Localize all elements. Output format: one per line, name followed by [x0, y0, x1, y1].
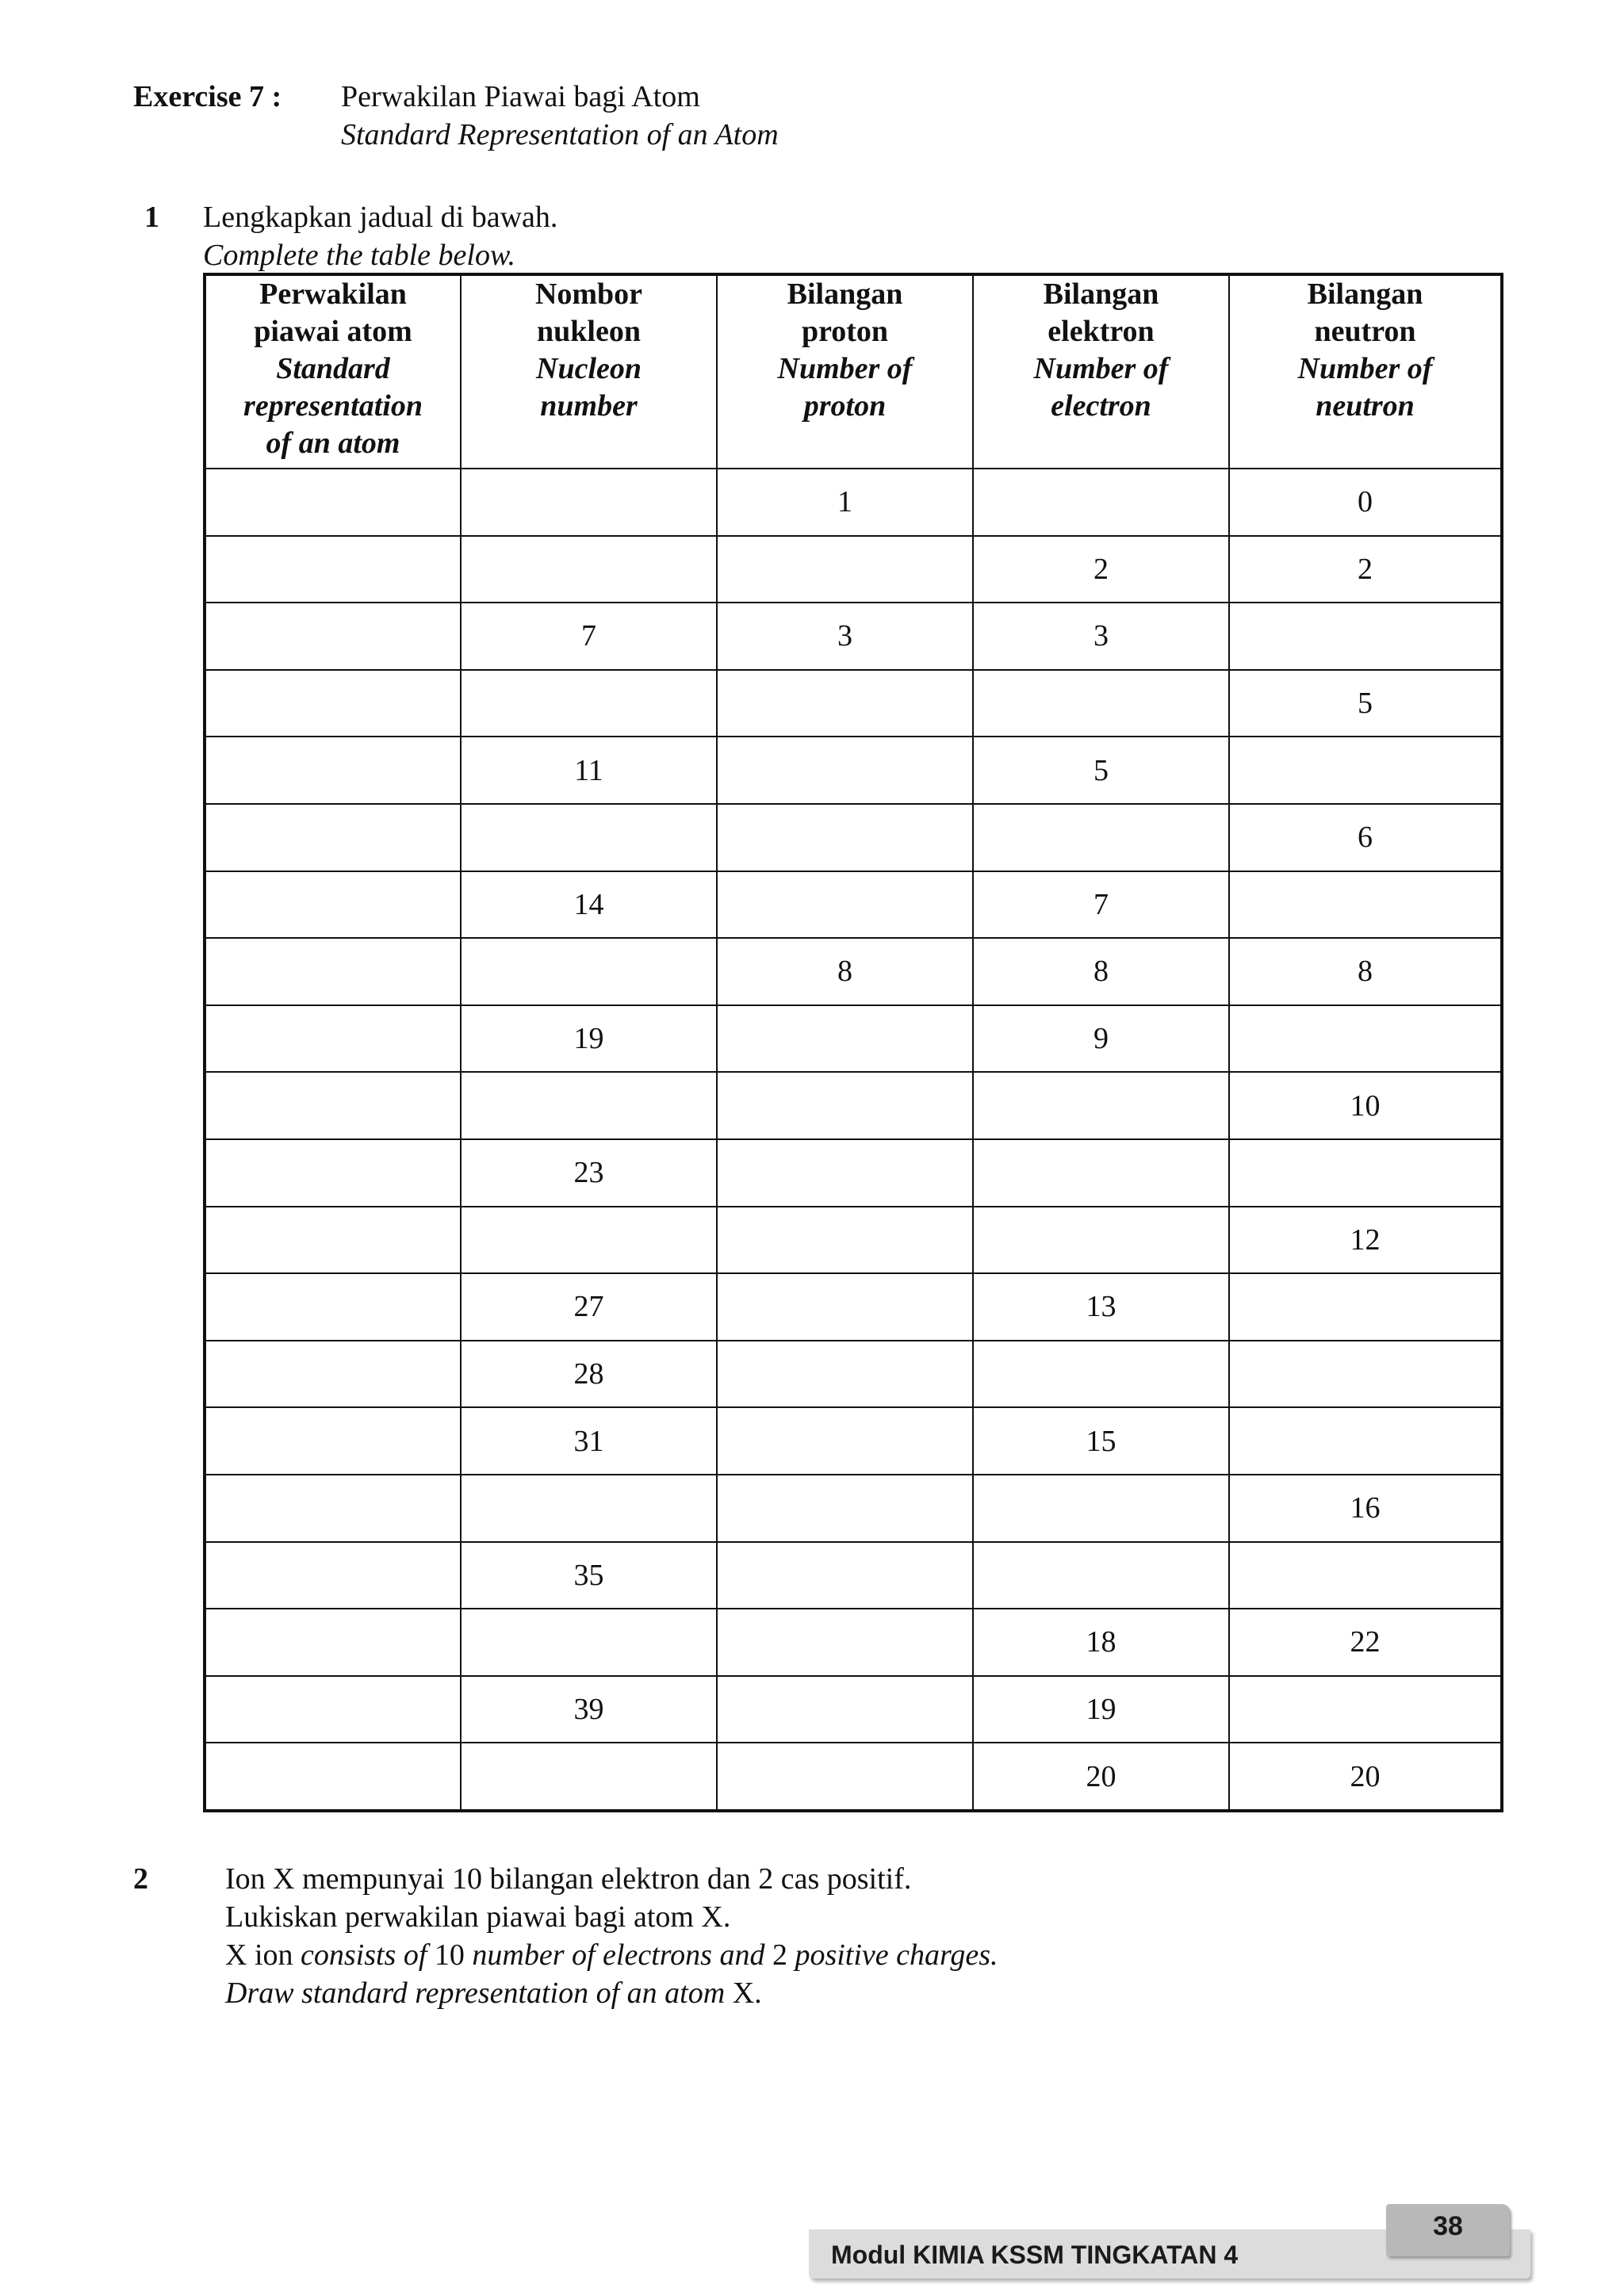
- answer-cell[interactable]: [205, 670, 461, 737]
- answer-cell[interactable]: [205, 1072, 461, 1139]
- table-row: [205, 1005, 1502, 1073]
- answer-cell[interactable]: [205, 536, 461, 603]
- table-cell: 19: [461, 1005, 717, 1073]
- table-cell: 31: [461, 1407, 717, 1475]
- table-cell: [1229, 1273, 1502, 1341]
- table-cell: [461, 1743, 717, 1811]
- answer-cell[interactable]: [205, 938, 461, 1005]
- table-cell: [717, 1207, 973, 1274]
- table-cell: [1229, 1542, 1502, 1609]
- table-cell: [717, 1542, 973, 1609]
- question-2-line-1: Ion X mempunyai 10 bilangan elektron dan 2 cas positif.: [225, 1862, 912, 1896]
- table-row: [205, 1676, 1502, 1743]
- answer-cell[interactable]: [205, 1609, 461, 1676]
- footer-module-title: Modul KIMIA KSSM TINGKATAN 4: [831, 2241, 1239, 2269]
- table-row: [205, 1542, 1502, 1609]
- table-cell: 3: [973, 603, 1229, 670]
- table-cell: [717, 804, 973, 871]
- answer-cell[interactable]: [205, 1207, 461, 1274]
- table-cell: [973, 469, 1229, 536]
- answer-cell[interactable]: [205, 1743, 461, 1811]
- table-cell: 13: [973, 1273, 1229, 1341]
- table-cell: 14: [461, 871, 717, 939]
- table-cell: [1229, 871, 1502, 939]
- table-body: [205, 469, 1502, 1811]
- exercise-subtitle: Standard Representation of an Atom: [341, 118, 779, 151]
- table-row: [205, 603, 1502, 670]
- header-text-en: Number of: [1033, 352, 1169, 385]
- table-cell: 27: [461, 1273, 717, 1341]
- question-2-line-2: Lukiskan perwakilan piawai bagi atom X.: [225, 1900, 731, 1934]
- exercise-title: Perwakilan Piawai bagi Atom: [341, 80, 700, 113]
- answer-cell[interactable]: [205, 469, 461, 536]
- table-row: [205, 1341, 1502, 1408]
- table-cell: [461, 1207, 717, 1274]
- table-row: [205, 536, 1502, 603]
- header-text-en: number: [540, 389, 638, 423]
- table-cell: 20: [973, 1743, 1229, 1811]
- table-cell: [973, 670, 1229, 737]
- text-run: X.: [732, 1976, 762, 2010]
- table-cell: 9: [973, 1005, 1229, 1073]
- answer-cell[interactable]: [205, 1139, 461, 1207]
- answer-cell[interactable]: [205, 737, 461, 804]
- text-run: positive charges.: [795, 1938, 998, 1972]
- table-cell: 8: [973, 938, 1229, 1005]
- header-text-en: Number of: [1297, 352, 1433, 385]
- table-cell: 39: [461, 1676, 717, 1743]
- table-cell: [717, 1609, 973, 1676]
- text-run: number of electrons and: [472, 1938, 772, 1972]
- table-cell: [461, 536, 717, 603]
- text-run: 2: [772, 1938, 795, 1972]
- table-row: [205, 1609, 1502, 1676]
- table-cell: 22: [1229, 1609, 1502, 1676]
- text-run: X ion: [225, 1938, 301, 1972]
- table-row: [205, 469, 1502, 536]
- answer-cell[interactable]: [205, 804, 461, 871]
- header-text: proton: [801, 315, 889, 348]
- table-cell: [461, 804, 717, 871]
- table-cell: 3: [717, 603, 973, 670]
- table-cell: [717, 1475, 973, 1542]
- header-text: Nombor: [534, 277, 643, 311]
- table-cell: [1229, 1139, 1502, 1207]
- table-cell: [717, 1676, 973, 1743]
- header-text-en: Nucleon: [536, 352, 642, 385]
- table-cell: [717, 737, 973, 804]
- table-cell: [717, 1072, 973, 1139]
- table-cell: 6: [1229, 804, 1502, 871]
- table-cell: [1229, 1407, 1502, 1475]
- table-row: [205, 938, 1502, 1005]
- table-row: [205, 1407, 1502, 1475]
- table-cell: [1229, 603, 1502, 670]
- header-text: nukleon: [537, 315, 641, 348]
- header-text-en: neutron: [1316, 389, 1415, 423]
- table-cell: [1229, 1341, 1502, 1408]
- header-text: Bilangan: [787, 277, 903, 311]
- header-text: Perwakilan: [259, 277, 407, 311]
- header-electron: [973, 274, 1229, 469]
- question-2-line-4: [225, 1974, 762, 2012]
- table-cell: 19: [973, 1676, 1229, 1743]
- table-row: [205, 1207, 1502, 1274]
- table-row: [205, 1743, 1502, 1811]
- table-cell: 16: [1229, 1475, 1502, 1542]
- table-cell: 20: [1229, 1743, 1502, 1811]
- table-cell: 2: [973, 536, 1229, 603]
- question-2-line-3: [225, 1936, 998, 1974]
- table-row: [205, 1072, 1502, 1139]
- table-cell: 7: [461, 603, 717, 670]
- table-cell: 23: [461, 1139, 717, 1207]
- table-row: [205, 1273, 1502, 1341]
- table-row: [205, 871, 1502, 939]
- header-text-en: electron: [1051, 389, 1151, 423]
- table-cell: 18: [973, 1609, 1229, 1676]
- header-text-en: Number of: [777, 352, 913, 385]
- answer-cell[interactable]: [205, 871, 461, 939]
- table-cell: [1229, 1005, 1502, 1073]
- table-cell: [461, 469, 717, 536]
- answer-cell[interactable]: [205, 1542, 461, 1609]
- question-1-number: 1: [144, 201, 159, 234]
- header-nucleon-number: [461, 274, 717, 469]
- header-text: neutron: [1314, 315, 1416, 348]
- answer-cell[interactable]: [205, 603, 461, 670]
- answer-cell[interactable]: [205, 1475, 461, 1542]
- table-row: [205, 804, 1502, 871]
- table-cell: [717, 1139, 973, 1207]
- atom-table: [203, 273, 1503, 1812]
- table-cell: [717, 536, 973, 603]
- table-cell: 2: [1229, 536, 1502, 603]
- header-text-en: of an atom: [266, 427, 400, 460]
- header-neutron: [1229, 274, 1502, 469]
- table-cell: [461, 1475, 717, 1542]
- header-text-en: representation: [243, 389, 423, 423]
- table-cell: 8: [717, 938, 973, 1005]
- exercise-label: Exercise 7 :: [133, 80, 282, 113]
- table-cell: 35: [461, 1542, 717, 1609]
- table-cell: [717, 1005, 973, 1073]
- table-cell: [717, 670, 973, 737]
- table-cell: 12: [1229, 1207, 1502, 1274]
- header-text-en: Standard: [276, 352, 390, 385]
- header-proton: [717, 274, 973, 469]
- table-cell: 15: [973, 1407, 1229, 1475]
- table-row: [205, 737, 1502, 804]
- question-1-instruction-en: Complete the table below.: [203, 239, 515, 272]
- table-cell: [973, 1475, 1229, 1542]
- table-cell: [1229, 1676, 1502, 1743]
- table-cell: [461, 1609, 717, 1676]
- table-cell: 11: [461, 737, 717, 804]
- header-standard-representation: [205, 274, 461, 469]
- question-1-instruction: Lengkapkan jadual di bawah.: [203, 201, 558, 234]
- table-cell: [973, 804, 1229, 871]
- header-text: piawai atom: [254, 315, 412, 348]
- table-row: [205, 670, 1502, 737]
- table-row: [205, 1475, 1502, 1542]
- text-run: consists of: [301, 1938, 435, 1972]
- table-cell: [461, 1072, 717, 1139]
- table-cell: [973, 1542, 1229, 1609]
- table-cell: [717, 1407, 973, 1475]
- text-run: 10: [434, 1938, 473, 1972]
- header-text: Bilangan: [1307, 277, 1423, 311]
- answer-cell[interactable]: [205, 1273, 461, 1341]
- text-run: Draw standard representation of an atom: [225, 1976, 733, 2010]
- answer-cell[interactable]: [205, 1005, 461, 1073]
- answer-cell[interactable]: [205, 1407, 461, 1475]
- table-header-row: [205, 274, 1502, 469]
- table-cell: 7: [973, 871, 1229, 939]
- table-cell: [717, 1273, 973, 1341]
- table-cell: 0: [1229, 469, 1502, 536]
- table-cell: [1229, 737, 1502, 804]
- table-cell: 5: [1229, 670, 1502, 737]
- question-2-number: 2: [133, 1862, 148, 1896]
- table-cell: 10: [1229, 1072, 1502, 1139]
- table-cell: [973, 1341, 1229, 1408]
- table-cell: [973, 1207, 1229, 1274]
- table-cell: [973, 1139, 1229, 1207]
- table-cell: 1: [717, 469, 973, 536]
- header-text: elektron: [1048, 315, 1155, 348]
- table-cell: [717, 1743, 973, 1811]
- answer-cell[interactable]: [205, 1341, 461, 1408]
- answer-cell[interactable]: [205, 1676, 461, 1743]
- table-cell: [717, 871, 973, 939]
- table-cell: 8: [1229, 938, 1502, 1005]
- page-number: 38: [1433, 2211, 1463, 2241]
- table-cell: [461, 938, 717, 1005]
- table-cell: 28: [461, 1341, 717, 1408]
- header-text: Bilangan: [1043, 277, 1159, 311]
- table-cell: [461, 670, 717, 737]
- table-row: [205, 1139, 1502, 1207]
- table-cell: [717, 1341, 973, 1408]
- table-cell: [973, 1072, 1229, 1139]
- header-text-en: proton: [803, 389, 887, 423]
- table-cell: 5: [973, 737, 1229, 804]
